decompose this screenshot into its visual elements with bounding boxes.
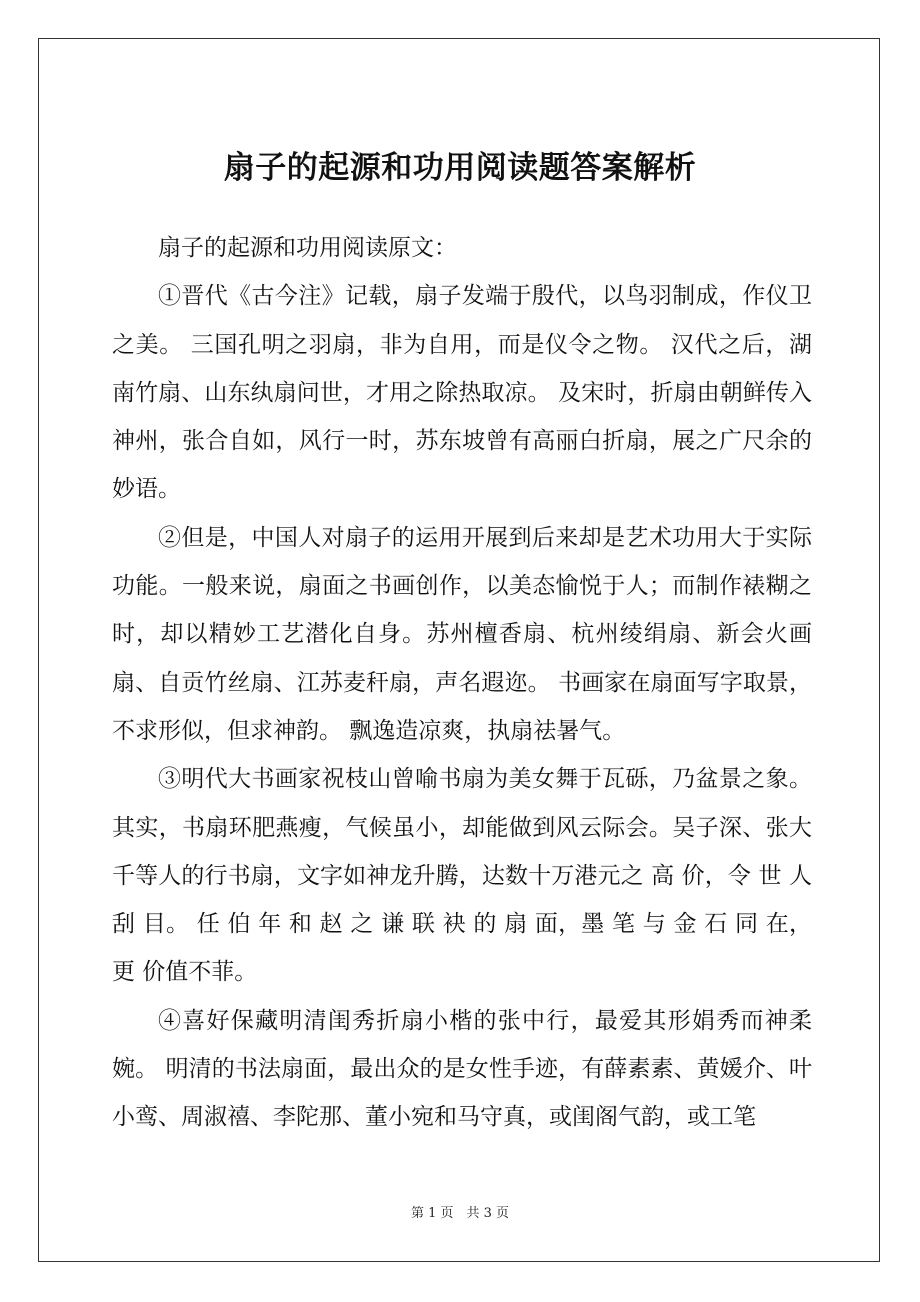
paragraph-4: ④喜好保藏明清闺秀折扇小楷的张中行，最爱其形娟秀而神柔婉。 明清的书法扇面，最出众的是女性手迹，有薛素素、黄媛介、叶小鸾、周淑禧、李陀那、董小宛和马守真，或闺阁气韵，或工笔 — [112, 1007, 812, 1131]
document-body — [112, 224, 812, 1142]
paragraph-2: ②但是，中国人对扇子的运用开展到后来却是艺术功用大于实际功能。一般来说，扇面之书画创作，以美态愉悦于人；而制作裱糊之时，却以精妙工艺潜化自身。苏州檀香扇、杭州绫绢扇、新会火画扇、自贡竹丝扇、江苏麦秆扇，声名遐迩。 书画家在扇面写字取景，不求形似，但求神韵。 飘逸造凉爽，执扇祛暑气。 — [112, 524, 812, 744]
paragraph-1: ①晋代《古今注》记载，扇子发端于殷代，以鸟羽制成，作仪卫之美。 三国孔明之羽扇，非为自用，而是仪令之物。 汉代之后，湖南竹扇、山东纨扇问世，才用之除热取凉。 及宋时，折扇由朝鲜传入神州，张合自如，风行一时，苏东坡曾有高丽白折扇，展之广尺余的妙语。 — [112, 283, 812, 503]
page-footer: 第 1 页 共 3 页 — [410, 1206, 510, 1221]
paragraph-3: ③明代大书画家祝枝山曾喻书扇为美女舞于瓦砾，乃盆景之象。其实，书扇环肥燕瘦，气候虽小，却能做到风云际会。吴子深、张大千等人的行书扇，文字如神龙升腾，达数十万港元之 高 价，令 世 人 刮 目。 任 伯 年 和 赵 之 谦 联 袂 的 扇 面，墨 笔 与 金 石 同 在，更 价值不菲。 — [112, 766, 812, 986]
document-title: 扇子的起源和功用阅读题答案解析 — [223, 150, 697, 186]
paragraph-intro: 扇子的起源和功用阅读原文： — [158, 235, 457, 261]
